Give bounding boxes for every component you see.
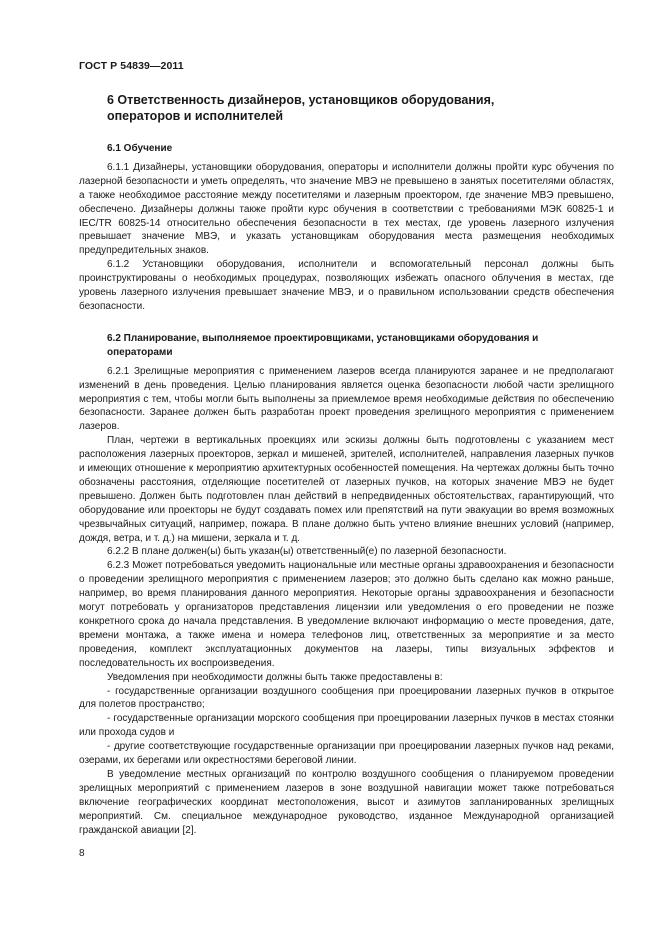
subsection-6-1-heading: 6.1 Обучение <box>107 143 173 154</box>
subsection-6-2-heading <box>107 332 614 360</box>
paragraph-6-1-1: 6.1.1 Дизайнеры, установщики оборудования, операторы и исполнители должны пройти курс обучения по лазерной безопасности и уметь определять, что значение МВЭ не превышено в занятых посетителями областях, а также необходимое расстояние между посетителями и лазерным проектором, где значение МВЭ превышено, обеспечено. Дизайнеры должны также пройти курс обучения в соответствии с требованиями МЭК 60825-1 и IEC/TR 60825-14 относительно обеспечения безопасности в тех местах, где уровень лазерного излучения превышает значение МВЭ, и указать установщикам оборудования места размещения необходимых предупредительных знаков. <box>79 161 614 257</box>
paragraph-6-2-1: 6.2.1 Зрелищные мероприятия с применением лазеров всегда планируются заранее и не предполагают изменений в день проведения. Целью планирования является оценка безопасности любой части зрелищного мероприятия с тем, чтобы могли быть выполнены за приемлемое время необходимые действия по обеспечению безопасности. Заранее должен быть разработан проект проведения зрелищного мероприятия с применением лазеров. <box>79 365 614 433</box>
paragraph-air-navigation-notice: В уведомление местных организаций по контролю воздушного сообщения о планируемом проведении зрелищных мероприятий с применением лазеров в зоне воздушной навигации может также потребоваться включение географических координат местоположения, высот и азимутов запланированных зрелищных мероприятий. См. специальное международное руководство, изданное Международной организацией гражданской авиации [2]. <box>79 768 614 836</box>
paragraph-plan-drawings: План, чертежи в вертикальных проекциях или эскизы должны быть подготовлены с указанием мест расположения лазерных проекторов, зеркал и мишеней, зрителей, исполнителей, направления лазерных пучков и имеющих отношение к мероприятию архитектурных особенностей помещения. На чертежах должны быть точно обозначены расстояния, отделяющие посетителей от лазерных пучков, на которых значение МВЭ не будет превышено. Должен быть подготовлен план действий в непредвиденных обстоятельствах, гарантирующий, что оборудование или проекторы не будут создавать помех или препятствий на пути эвакуации во время возможных чрезвычайных ситуаций, например, пожара. В плане должно быть учтено влияние внешних условий (например, дождя, ветра, и т. д.) на мишени, зеркала и т. д. <box>79 435 614 544</box>
section-6-title-line-2: операторов и исполнителей <box>107 109 284 123</box>
paragraph-6-1-2: 6.1.2 Установщики оборудования, исполнители и вспомогательный персонал должны быть проинструктированы о необходимых процедурах, позволяющих избежать опасного облучения в местах, где уровень лазерного излучения превышает значение МВЭ, и о правильном использовании средств обеспечения безопасности. <box>79 259 614 312</box>
list-item-other-organizations: - другие соответствующие государственные организации при проецировании лазерных пучков над реками, озерами, их берегами или окрестностями береговой линии. <box>79 741 614 767</box>
subsection-6-2-heading-line-2: операторами <box>107 346 173 358</box>
subsection-6-2-heading-line-1: 6.2 Планирование, выполняемое проектировщиками, установщиками оборудования и <box>107 332 539 344</box>
paragraph-6-2-2: 6.2.2 В плане должен(ы) быть указан(ы) ответственный(е) по лазерной безопасности. <box>107 546 507 558</box>
page-number: 8 <box>79 848 85 859</box>
list-item-maritime: - государственные организации морского сообщения при проецировании лазерных пучков в местах стоянки или прохода судов и <box>79 713 614 739</box>
section-6-title <box>107 92 614 124</box>
document-standard-id: ГОСТ Р 54839—2011 <box>79 60 184 72</box>
list-item-air-traffic: - государственные организации воздушного сообщения при проецировании лазерных пучков в открытое для полетов пространство; <box>79 685 614 711</box>
paragraph-6-2-3: 6.2.3 Может потребоваться уведомить национальные или местные органы здравоохранения и безопасности о проведении зрелищного мероприятия с применением лазеров; это должно быть сделано как можно раньше, например, во время планирования данного мероприятия. Некоторые органы здравоохранения и безопасности могут потребовать у организаторов представления лицензии или уведомления о его проведении не позже конкретного срока до начала представления. В уведомление включают информацию о месте проведения, дате, времени монтажа, а также имена и номера телефонов лиц, ответственных за мероприятие и за место проведения, комплект эксплуатационных документов на лазеры, типы визуальных эффектов и последовательность их воспроизведения. <box>79 560 614 669</box>
page-content <box>79 92 614 838</box>
paragraph-notifications-intro: Уведомления при необходимости должны быть также предоставлены в: <box>107 671 443 683</box>
section-6-title-line-1: 6 Ответственность дизайнеров, установщиков оборудования, <box>107 93 495 107</box>
